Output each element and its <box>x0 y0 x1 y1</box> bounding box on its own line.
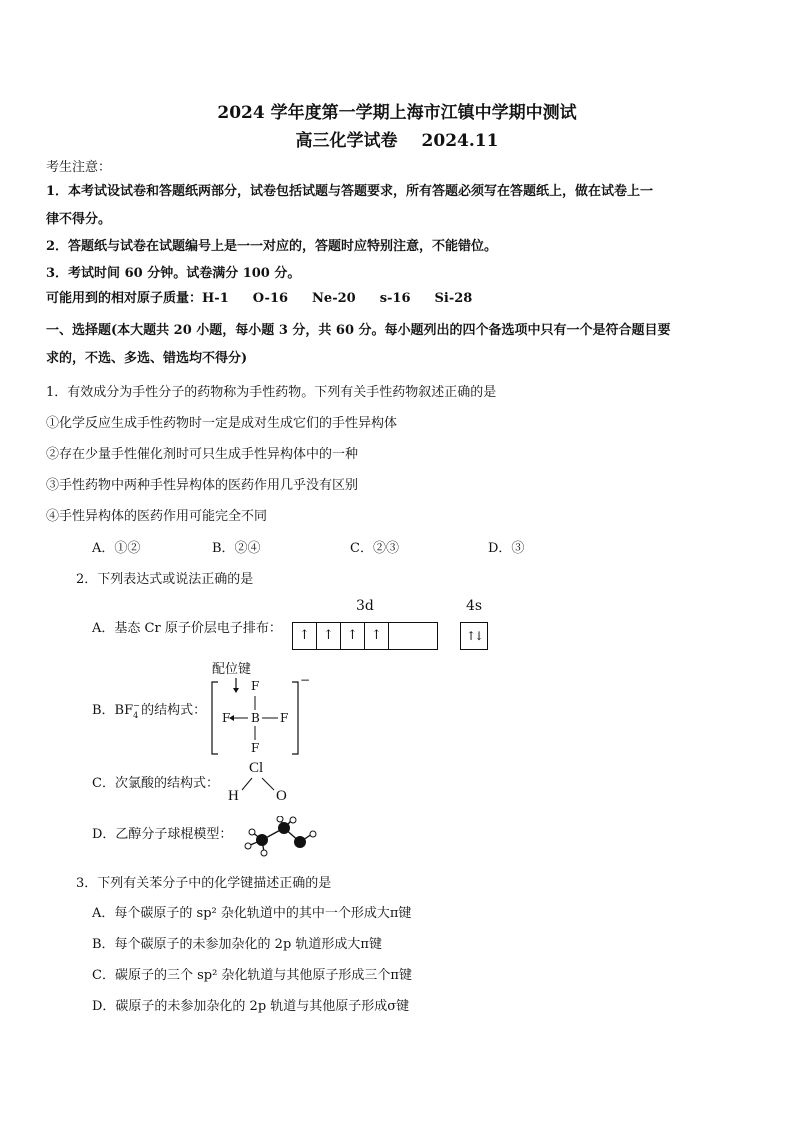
atomic-s: s-16 <box>379 291 411 306</box>
q2-option-a-label: A．基态 Cr 原子价层电子排布： <box>92 621 282 636</box>
atomic-h: H-1 <box>202 291 229 306</box>
atomic-mass-label: 可能用到的相对原子质量： <box>46 291 203 306</box>
q1-option-d: D．③ <box>488 541 525 556</box>
q3-stem: 3．下列有关苯分子中的化学键描述正确的是 <box>76 876 332 891</box>
section1-heading-cont: 求的，不选、多选、错选均不得分) <box>46 351 248 366</box>
atomic-mass-line <box>46 291 472 307</box>
orbital-3d-2: ↑ <box>317 623 341 649</box>
q2-option-d-label: D．乙醇分子球棍模型： <box>92 827 233 842</box>
bf4-atom-f-bottom: F <box>251 741 260 755</box>
q1-statement-4: ④手性异构体的医药作用可能完全不同 <box>46 509 268 524</box>
ethanol-ball-stick-model <box>242 816 324 858</box>
q1-option-b: B．②④ <box>212 541 261 556</box>
notice-item-1: 1．本考试设试卷和答题纸两部分，试卷包括试题与答题要求，所有答题必须写在答题纸上，做在试卷上一 <box>46 184 654 199</box>
q3-option-c: C．碳原子的三个 sp² 杂化轨道与其他原子形成三个π键 <box>92 968 412 983</box>
q2-stem: 2．下列表达式或说法正确的是 <box>76 572 254 587</box>
orbital-box-3d <box>292 622 438 650</box>
label-3d: 3d <box>356 598 374 614</box>
hclo-bonds <box>234 774 284 794</box>
hclo-atom-cl: Cl <box>249 760 264 776</box>
q1-stem: 1．有效成分为手性分子的药物称为手性药物。下列有关手性药物叙述正确的是 <box>46 385 497 400</box>
bf4-atom-f-top: F <box>251 679 260 693</box>
orbital-3d-3: ↑ <box>341 623 365 649</box>
coord-bond-label: 配位键 <box>212 662 252 677</box>
atomic-o: O-16 <box>252 291 289 306</box>
exam-subtitle <box>0 131 794 151</box>
orbital-3d-5 <box>389 623 437 649</box>
orbital-3d-4: ↑ <box>365 623 389 649</box>
orbital-box-4s <box>460 622 488 650</box>
notice-item-2: 2．答题纸与试卷在试题编号上是一一对应的，答题时应特别注意，不能错位。 <box>46 239 498 254</box>
bf4-charge-sup: − <box>133 701 140 710</box>
q1-option-c: C．②③ <box>350 541 399 556</box>
bf4-atom-f-left: F <box>222 711 231 725</box>
exam-title: 2024 学年度第一学期上海市江镇中学期中测试 <box>217 103 577 123</box>
notice-item-3: 3．考试时间 60 分钟。试卷满分 100 分。 <box>46 266 301 281</box>
bf4-formula: B．BF <box>92 703 134 718</box>
orbital-4s-1: ↑↓ <box>465 629 483 643</box>
q3-option-a: A．每个碳原子的 sp² 杂化轨道中的其中一个形成大π键 <box>92 906 412 921</box>
q1-statement-2: ②存在少量手性催化剂时可只生成手性异构体中的一种 <box>46 447 359 462</box>
q1-option-a: A．①② <box>92 541 141 556</box>
exam-date: 2024.11 <box>421 131 499 151</box>
notice-heading: 考生注意： <box>46 160 112 175</box>
bf4-bracket-charge: − <box>300 673 311 687</box>
q2-option-c-label: C．次氯酸的结构式： <box>92 776 219 791</box>
bf4-label-suffix: 的结构式： <box>141 703 207 718</box>
label-4s: 4s <box>466 598 483 614</box>
orbital-3d-1: ↑ <box>293 623 317 649</box>
hclo-atom-o: O <box>276 788 287 804</box>
atomic-ne: Ne-20 <box>312 291 356 306</box>
bf4-atom-f-right: F <box>280 711 289 725</box>
q3-option-b: B．每个碳原子的未参加杂化的 2p 轨道形成大π键 <box>92 937 382 952</box>
subtitle-text: 高三化学试卷 <box>295 131 398 151</box>
bf4-atom-b: B <box>251 711 260 725</box>
q2-option-b-label <box>92 703 206 719</box>
hclo-atom-h: H <box>228 788 239 804</box>
notice-item-1-cont: 律不得分。 <box>46 212 112 227</box>
q1-statement-1: ①化学反应生成手性药物时一定是成对生成它们的手性异构体 <box>46 416 398 431</box>
q1-statement-3: ③手性药物中两种手性异构体的医药作用几乎没有区别 <box>46 478 359 493</box>
bf4-subscript: 4 <box>133 711 139 720</box>
atomic-si: Si-28 <box>434 291 473 306</box>
q3-option-d: D．碳原子的未参加杂化的 2p 轨道与其他原子形成σ键 <box>92 999 410 1014</box>
section1-heading: 一、选择题(本大题共 20 小题，每小题 3 分，共 60 分。每小题列出的四个备选项中只有一个是符合题目要 <box>46 323 671 338</box>
